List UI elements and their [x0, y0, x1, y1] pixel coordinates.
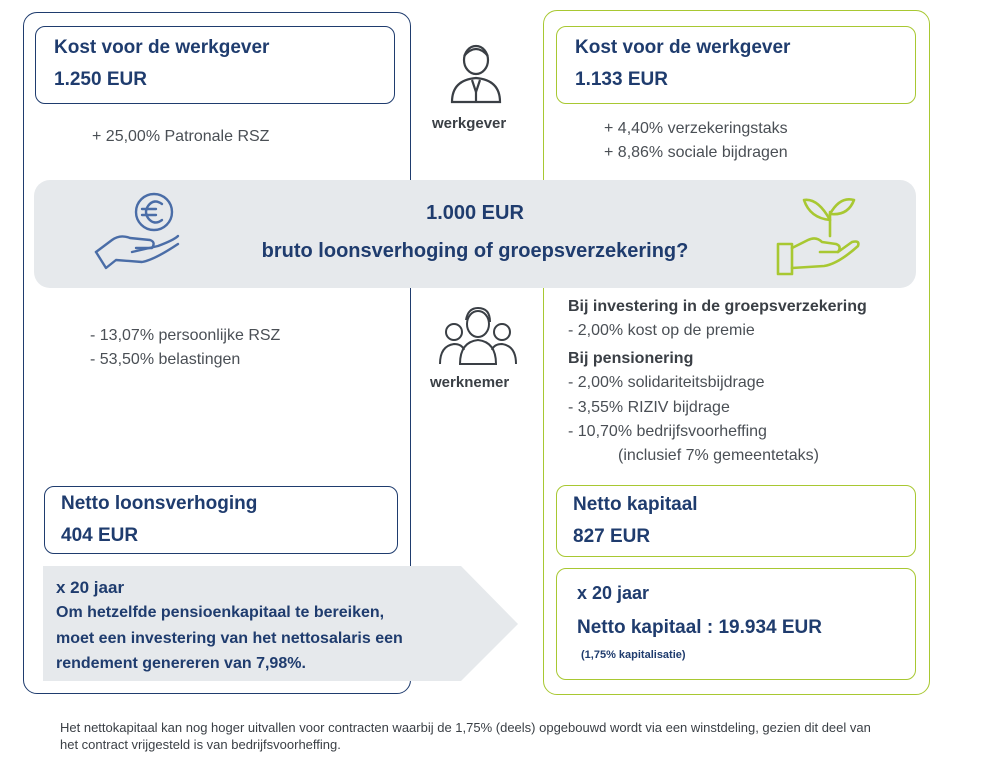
- left-cost-box: [35, 26, 395, 104]
- left-net-box: [44, 486, 398, 554]
- employer-icon: [446, 40, 506, 104]
- right-net-title: Netto kapitaal: [573, 494, 698, 515]
- right-total-box: [556, 568, 916, 680]
- employer-label: werkgever: [432, 115, 507, 132]
- right-cost-value: 1.133 EUR: [575, 69, 668, 90]
- left-arrow-line-2: Om hetzelfde pensioenkapitaal te bereiken,: [56, 604, 385, 621]
- right-net-value: 827 EUR: [573, 526, 651, 547]
- left-cost-value: 1.250 EUR: [54, 69, 147, 90]
- left-net-value: 404 EUR: [61, 525, 139, 546]
- investment-heading: Bij investering in de groepsverzekering: [568, 298, 867, 315]
- pension-note-1: - 2,00% solidariteitsbijdrage: [568, 374, 765, 391]
- left-employer-note: + 25,00% Patronale RSZ: [92, 128, 270, 145]
- left-net-title: Netto loonsverhoging: [61, 493, 258, 514]
- employee-group-icon: [438, 302, 518, 366]
- left-cost-title: Kost voor de werkgever: [54, 37, 270, 58]
- left-employee-note-1: - 13,07% persoonlijke RSZ: [90, 327, 281, 344]
- left-employee-note-2: - 53,50% belastingen: [90, 351, 241, 368]
- right-cost-box: [556, 26, 916, 104]
- plant-hand-icon: [774, 192, 864, 278]
- pension-note-3: - 10,70% bedrijfsvoorheffing: [568, 423, 767, 440]
- right-employer-note-2: + 8,86% sociale bijdragen: [604, 144, 788, 161]
- right-net-box: [556, 485, 916, 557]
- right-years: x 20 jaar: [577, 583, 650, 603]
- footer-line-2: het contract vrijgesteld is van bedrijfsvoorheffing.: [60, 737, 341, 752]
- left-years: x 20 jaar: [56, 578, 125, 597]
- pension-note-4: (inclusief 7% gemeentetaks): [618, 447, 819, 464]
- investment-note-1: - 2,00% kost op de premie: [568, 322, 755, 339]
- pension-note-2: - 3,55% RIZIV bijdrage: [568, 399, 730, 416]
- euro-hand-icon: [92, 190, 188, 276]
- right-employer-note-1: + 4,40% verzekeringstaks: [604, 120, 788, 137]
- employee-label: werknemer: [430, 374, 510, 391]
- right-total-note: (1,75% kapitalisatie): [581, 649, 686, 661]
- pension-heading: Bij pensionering: [568, 350, 694, 367]
- right-total-line: Netto kapitaal : 19.934 EUR: [577, 617, 822, 638]
- banner-amount: 1.000 EUR: [426, 202, 524, 224]
- question-banner: [34, 180, 916, 288]
- right-cost-title: Kost voor de werkgever: [575, 37, 791, 58]
- left-arrow-line-4: rendement genereren van 7,98%.: [56, 655, 306, 672]
- banner-question: bruto loonsverhoging of groepsverzekering?: [261, 240, 689, 262]
- footer-line-1: Het nettokapitaal kan nog hoger uitvallen voor contracten waarbij de 1,75% (deels) opgebouwd wordt via een winstdeling, gezien dit deel van: [60, 720, 871, 735]
- left-arrow-line-3: moet een investering van het nettosalaris een: [56, 630, 403, 647]
